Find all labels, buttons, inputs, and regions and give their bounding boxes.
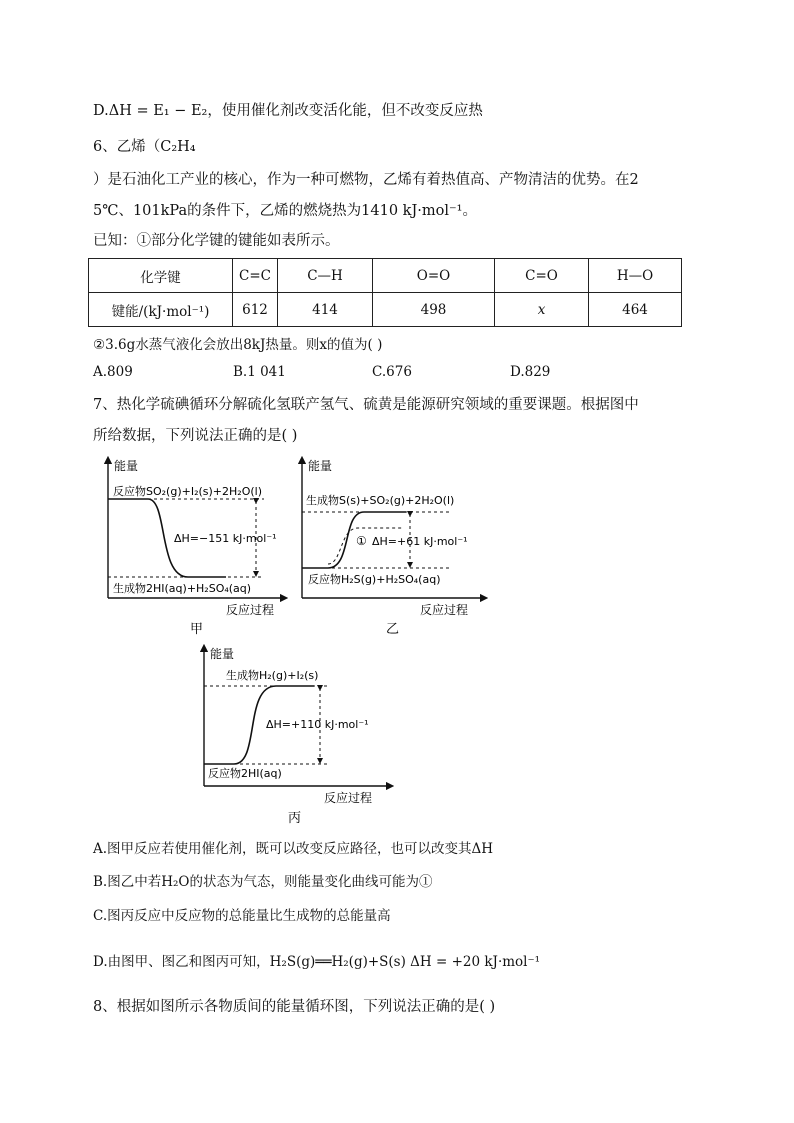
- q7-option-c: C.图丙反应中反应物的总能量比生成物的总能量高: [93, 908, 391, 924]
- table-cell: O=O: [373, 259, 495, 293]
- y-axis-label: 能量: [308, 459, 333, 473]
- q6-option-a: A.809: [93, 364, 133, 380]
- table-cell: 498: [373, 293, 495, 327]
- table-row: [89, 259, 682, 293]
- q7-option-d: D.由图甲、图乙和图丙可知，H₂S(g)══H₂(g)+S(s) ΔH = +20 kJ·mol⁻¹: [93, 954, 541, 970]
- bottom-label: 反应物H₂S(g)+H₂SO₄(aq): [308, 573, 441, 586]
- y-axis-label: 能量: [210, 647, 235, 661]
- table-cell: 464: [589, 293, 682, 327]
- caption: 乙: [386, 622, 400, 637]
- q6-known: 已知：①部分化学键的键能如表所示。: [93, 233, 340, 249]
- q6-option-c: C.676: [372, 364, 412, 380]
- delta-h-label: ΔH=+61 kJ·mol⁻¹: [372, 535, 468, 548]
- bottom-label: 反应物2HI(aq): [208, 767, 282, 780]
- curve-mark: ①: [356, 534, 367, 548]
- top-label: 反应物SO₂(g)+I₂(s)+2H₂O(l): [113, 485, 262, 498]
- table-cell: C=O: [495, 259, 589, 293]
- q7-line2: 所给数据，下列说法正确的是( ): [93, 428, 298, 444]
- top-label: 生成物H₂(g)+I₂(s): [226, 669, 319, 682]
- q7-line1: 7、热化学硫碘循环分解硫化氢联产氢气、硫黄是能源研究领域的重要课题。根据图中: [93, 397, 639, 413]
- top-label: 生成物S(s)+SO₂(g)+2H₂O(l): [306, 494, 455, 507]
- diagram-bing: [190, 640, 398, 828]
- x-axis-label: 反应过程: [324, 791, 373, 805]
- table-cell: 化学键: [89, 259, 233, 293]
- diagram-jia: [86, 452, 290, 637]
- table-cell: x: [495, 293, 589, 327]
- delta-h-label: ΔH=−151 kJ·mol⁻¹: [174, 532, 277, 545]
- option-d-previous: D.ΔH = E₁ − E₂，使用催化剂改变活化能，但不改变反应热: [93, 103, 483, 119]
- q8-line1: 8、根据如图所示各物质间的能量循环图，下列说法正确的是( ): [93, 999, 496, 1015]
- q6-option-b: B.1 041: [233, 364, 286, 380]
- bottom-label: 生成物2HI(aq)+H₂SO₄(aq): [113, 582, 252, 595]
- table-cell: C=C: [233, 259, 278, 293]
- q6-line1: 6、乙烯（C₂H₄: [93, 139, 196, 155]
- q6-line3: 5℃、101kPa的条件下，乙烯的燃烧热为1410 kJ·mol⁻¹。: [93, 203, 477, 219]
- x-axis-label: 反应过程: [226, 603, 275, 617]
- diagram-yi: [294, 452, 490, 637]
- table-row: [89, 293, 682, 327]
- table-cell: 612: [233, 293, 278, 327]
- caption: 丙: [288, 811, 302, 826]
- q6-note: ②3.6g水蒸气液化会放出8kJ热量。则x的值为( ): [93, 337, 383, 353]
- table-cell: 414: [278, 293, 373, 327]
- table-cell: C—H: [278, 259, 373, 293]
- q6-line2: ）是石油化工产业的核心，作为一种可燃物，乙烯有着热值高、产物清洁的优势。在2: [93, 172, 639, 188]
- table-cell: H—O: [589, 259, 682, 293]
- delta-h-label: ΔH=+110 kJ·mol⁻¹: [266, 718, 369, 731]
- table-cell: 键能/(kJ·mol⁻¹): [89, 293, 233, 327]
- caption: 甲: [190, 622, 204, 637]
- q7-option-a: A.图甲反应若使用催化剂，既可以改变反应路径，也可以改变其ΔH: [93, 841, 494, 857]
- q6-option-d: D.829: [510, 364, 551, 380]
- q7-option-b: B.图乙中若H₂O的状态为气态，则能量变化曲线可能为①: [93, 874, 433, 890]
- x-axis-label: 反应过程: [420, 603, 469, 617]
- y-axis-label: 能量: [114, 459, 139, 473]
- bond-energy-table: [88, 258, 682, 327]
